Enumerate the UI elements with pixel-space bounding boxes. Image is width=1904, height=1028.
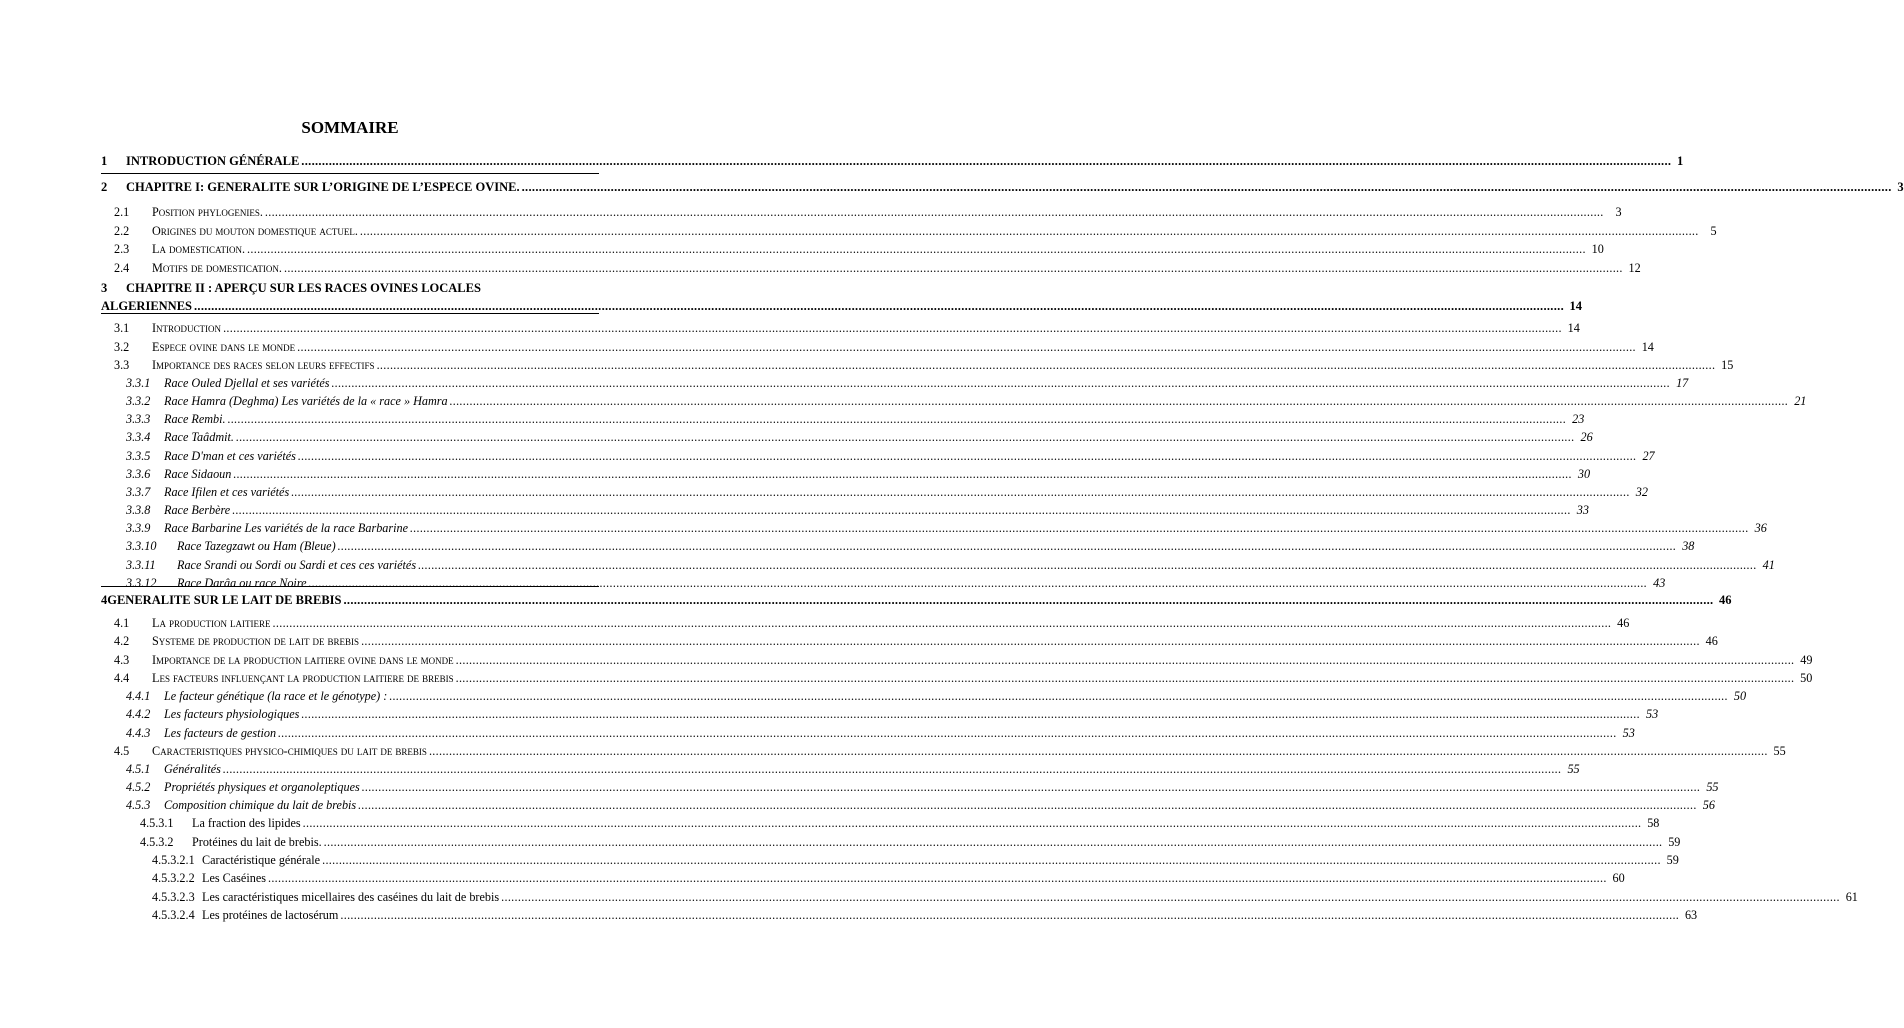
toc-entry-page-number: 30	[1577, 467, 1591, 481]
toc-entry-number: 2.1	[114, 205, 130, 219]
toc-entry-label: Protéines du lait de brebis.	[192, 835, 322, 849]
toc-entry-page-number: 27	[1642, 449, 1655, 463]
toc-entry-label: Race Darâa ou race Noire	[177, 576, 307, 590]
dot-leader: ................................................................................................................................................................................................................................................................................................................................................................................................................	[297, 449, 1637, 463]
toc-entry-label: Race Ouled Djellal et ses variétés	[164, 376, 330, 390]
dot-leader: ................................................................................................................................................................................................................................................................................................................................................................................................................	[340, 908, 1680, 922]
toc-entry[interactable]	[126, 466, 1591, 482]
toc-entry[interactable]	[114, 223, 1717, 239]
toc-entry-label: Composition chimique du lait de brebis	[164, 798, 357, 812]
toc-entry-label: Les facteurs influençant la production laitiere de brebis	[152, 671, 454, 685]
toc-entry[interactable]	[114, 357, 1734, 373]
toc-entry-label: Systeme de production de lait de brebis	[152, 634, 360, 648]
toc-entry-number: 3.2	[114, 340, 130, 354]
dot-leader: ................................................................................................................................................................................................................................................................................................................................................................................................................	[301, 154, 1672, 168]
toc-entry-label: Race Rembi.	[164, 412, 226, 426]
toc-entry-page-number: 14	[1569, 299, 1582, 313]
dot-leader: ................................................................................................................................................................................................................................................................................................................................................................................................................	[449, 394, 1789, 408]
toc-entry-page-number: 38	[1682, 539, 1695, 553]
toc-entry-label: INTRODUCTION GÉNÉRALE	[126, 154, 300, 168]
toc-entry-page-number: 50	[1800, 671, 1813, 685]
toc-entry-label: Propriétés physiques et organoleptiques	[164, 780, 360, 794]
toc-entry-label: Race Barbarine Les variétés de la race Barbarine	[164, 521, 409, 535]
toc-entry-label: Origines du mouton domestique actuel.	[152, 224, 358, 238]
toc-entry-label: CHAPITRE I: GENERALITE SUR L’ORIGINE DE L’ESPECE OVINE.	[126, 180, 520, 194]
toc-entry-number: 3.3.2	[126, 394, 151, 408]
toc-entry-number: 4.5.1	[126, 762, 151, 776]
toc-entry[interactable]	[152, 907, 1698, 923]
toc-entry-number: 2.4	[114, 261, 130, 275]
toc-entry-label: La production laitiere	[152, 616, 271, 630]
dot-leader: ................................................................................................................................................................................................................................................................................................................................................................................................................	[323, 835, 1663, 849]
toc-entry-number: 3.3.5	[126, 449, 151, 463]
toc-entry-page-number: 14	[1641, 340, 1654, 354]
toc-entry[interactable]	[126, 429, 1593, 445]
toc-entry-page-number: 33	[1576, 503, 1589, 517]
toc-entry-number: 4.5.3.2.2	[152, 871, 195, 885]
toc-entry-page-number: 15	[1721, 358, 1734, 372]
toc-entry[interactable]	[126, 375, 1689, 391]
toc-entry[interactable]	[126, 502, 1589, 518]
dot-leader: ................................................................................................................................................................................................................................................................................................................................................................................................................	[361, 634, 1700, 648]
dot-leader: ................................................................................................................................................................................................................................................................................................................................................................................................................	[455, 653, 1795, 667]
toc-entry-number: 3.3.12	[126, 576, 157, 590]
toc-entry-number: 3.3.1	[126, 376, 151, 390]
toc-entry-page-number: 55	[1773, 744, 1786, 758]
toc-entry[interactable]	[126, 538, 1695, 554]
toc-entry-page-number: 32	[1635, 485, 1648, 499]
toc-entry[interactable]	[101, 179, 1904, 195]
toc-entry-number: 4.5.2	[126, 780, 151, 794]
dot-leader: ................................................................................................................................................................................................................................................................................................................................................................................................................	[283, 261, 1623, 275]
toc-entry-number: 4.5	[114, 744, 130, 758]
dot-leader: ................................................................................................................................................................................................................................................................................................................................................................................................................	[389, 689, 1729, 703]
toc-entry-number: 4.3	[114, 653, 130, 667]
toc-entry-page-number: 63	[1684, 908, 1698, 922]
dot-leader: ................................................................................................................................................................................................................................................................................................................................................................................................................	[194, 299, 1564, 313]
toc-entry-number: 4.4.2	[126, 707, 151, 721]
toc-entry[interactable]	[126, 484, 1648, 500]
toc-entry[interactable]	[126, 520, 1767, 536]
dot-leader: ................................................................................................................................................................................................................................................................................................................................................................................................................	[278, 726, 1617, 740]
toc-entry-page-number: 59	[1666, 853, 1679, 867]
dot-leader: ................................................................................................................................................................................................................................................................................................................................................................................................................	[428, 744, 1768, 758]
toc-entry-page-number: 46	[1718, 593, 1732, 607]
toc-entry-number: 3.3.7	[126, 485, 151, 499]
toc-entry-page-number: 3	[1897, 180, 1904, 194]
dot-leader: ................................................................................................................................................................................................................................................................................................................................................................................................................	[235, 430, 1575, 444]
dot-leader: ................................................................................................................................................................................................................................................................................................................................................................................................................	[302, 816, 1642, 830]
toc-entry-label: Généralités	[164, 762, 221, 776]
toc-entry-label: Les facteurs physiologiques	[164, 707, 300, 721]
toc-entry-label: Caracteristiques physico-chimiques du lait de brebis	[152, 744, 427, 758]
toc-entry[interactable]	[152, 870, 1625, 886]
toc-entry-label: Introduction	[152, 321, 222, 335]
dot-leader: ................................................................................................................................................................................................................................................................................................................................................................................................................	[297, 340, 1636, 354]
toc-entry-page-number: 5	[1710, 224, 1717, 238]
dot-leader: ................................................................................................................................................................................................................................................................................................................................................................................................................	[455, 671, 1795, 685]
toc-entry[interactable]	[126, 797, 1715, 813]
toc-entry-label: ALGERIENNES	[101, 299, 192, 313]
dot-leader: ................................................................................................................................................................................................................................................................................................................................................................................................................	[264, 205, 1604, 219]
dot-leader: ................................................................................................................................................................................................................................................................................................................................................................................................................	[247, 242, 1586, 256]
toc-entry-label: Caractéristique générale	[202, 853, 321, 867]
toc-entry[interactable]	[126, 761, 1580, 777]
toc-entry-label: Race Berbère	[164, 503, 231, 517]
toc-entry-number: 4.5.3.2	[140, 835, 174, 849]
toc-entry-label: Le facteur génétique (la race et le génotype) :	[164, 689, 388, 703]
toc-entry-number: 3	[101, 281, 108, 295]
toc-entry-label: Race Ifilen et ces variétés	[164, 485, 290, 499]
toc-entry[interactable]	[101, 153, 1684, 169]
toc-entry-label: La fraction des lipides	[192, 816, 301, 830]
toc-entry-page-number: 55	[1706, 780, 1719, 794]
toc-entry-page-number: 41	[1762, 558, 1775, 572]
toc-entry-page-number: 17	[1676, 376, 1689, 390]
toc-entry-number: 3.3.11	[126, 558, 156, 572]
dot-leader: ................................................................................................................................................................................................................................................................................................................................................................................................................	[308, 576, 1648, 590]
toc-entry-number: 4.5.3	[126, 798, 151, 812]
dot-leader: ................................................................................................................................................................................................................................................................................................................................................................................................................	[361, 780, 1701, 794]
toc-entry[interactable]	[114, 204, 1622, 220]
toc-entry[interactable]	[126, 393, 1807, 409]
toc-entry-page-number: 55	[1567, 762, 1580, 776]
toc-entry-page-number: 46	[1705, 634, 1718, 648]
toc-entry-number: 4.1	[114, 616, 130, 630]
toc-entry-number: 4.5.3.2.3	[152, 890, 195, 904]
dot-leader: ................................................................................................................................................................................................................................................................................................................................................................................................................	[418, 558, 1757, 572]
toc-entry-number: 3.3.4	[126, 430, 151, 444]
dot-leader: ................................................................................................................................................................................................................................................................................................................................................................................................................	[233, 467, 1573, 481]
toc-entry-number: 4.4	[114, 671, 130, 685]
section-divider	[101, 173, 599, 174]
toc-entry-label: Importance des races selon leurs effectifs	[152, 358, 375, 372]
toc-entry-page-number: 53	[1622, 726, 1635, 740]
toc-entry-number: 4.4.1	[126, 689, 151, 703]
toc-entry[interactable]	[114, 615, 1630, 631]
toc-entry-page-number: 46	[1617, 616, 1630, 630]
dot-leader: ................................................................................................................................................................................................................................................................................................................................................................................................................	[331, 376, 1671, 390]
toc-entry-page-number: 3	[1615, 205, 1622, 219]
toc-entry[interactable]	[114, 260, 1641, 276]
dot-leader: ................................................................................................................................................................................................................................................................................................................................................................................................................	[272, 616, 1612, 630]
toc-entry[interactable]	[114, 241, 1604, 257]
toc-entry-label: Race Taâdmit.	[164, 430, 234, 444]
toc-entry[interactable]	[101, 298, 1582, 314]
toc-entry[interactable]	[126, 706, 1659, 722]
toc-entry-page-number: 14	[1567, 321, 1580, 335]
dot-leader: ................................................................................................................................................................................................................................................................................................................................................................................................................	[223, 321, 1562, 335]
toc-entry-label: Les caractéristiques micellaires des caséines du lait de brebis	[202, 890, 500, 904]
toc-entry-label: CHAPITRE II : APERÇU SUR LES RACES OVINES LOCALES	[126, 281, 481, 295]
toc-entry-label: Race Hamra (Deghma) Les variétés de la « race » Hamra	[164, 394, 448, 408]
toc-entry-page-number: 56	[1702, 798, 1715, 812]
toc-entry-page-number: 58	[1647, 816, 1660, 830]
toc-entry-label: Espece ovine dans le monde	[152, 340, 296, 354]
toc-entry[interactable]	[114, 339, 1654, 355]
toc-entry-number: 4.2	[114, 634, 130, 648]
toc-entry[interactable]	[152, 852, 1679, 868]
toc-entry-page-number: 1	[1677, 154, 1684, 168]
dot-leader: ................................................................................................................................................................................................................................................................................................................................................................................................................	[343, 593, 1714, 607]
toc-entry-page-number: 10	[1591, 242, 1604, 256]
toc-entry-page-number: 59	[1668, 835, 1681, 849]
dot-leader: ................................................................................................................................................................................................................................................................................................................................................................................................................	[322, 853, 1661, 867]
dot-leader: ................................................................................................................................................................................................................................................................................................................................................................................................................	[358, 798, 1697, 812]
dot-leader: ................................................................................................................................................................................................................................................................................................................................................................................................................	[359, 224, 1699, 238]
toc-entry-page-number: 12	[1628, 261, 1641, 275]
toc-entry-number: 3.3.10	[126, 539, 157, 553]
dot-leader: ................................................................................................................................................................................................................................................................................................................................................................................................................	[501, 890, 1840, 904]
toc-entry-label: Motifs de domestication.	[152, 261, 282, 275]
toc-entry-number: 3.3.8	[126, 503, 151, 517]
dot-leader: ................................................................................................................................................................................................................................................................................................................................................................................................................	[301, 707, 1641, 721]
dot-leader: ................................................................................................................................................................................................................................................................................................................................................................................................................	[267, 871, 1607, 885]
toc-entry-page-number: 43	[1653, 576, 1666, 590]
toc-entry-page-number: 21	[1794, 394, 1807, 408]
toc-entry[interactable]	[126, 688, 1747, 704]
toc-entry-number: 3.3.9	[126, 521, 151, 535]
toc-entry-page-number: 61	[1845, 890, 1858, 904]
toc-entry[interactable]	[152, 889, 1858, 905]
toc-entry[interactable]	[126, 779, 1719, 795]
dot-leader: ................................................................................................................................................................................................................................................................................................................................................................................................................	[521, 180, 1892, 194]
dot-leader: ................................................................................................................................................................................................................................................................................................................................................................................................................	[410, 521, 1749, 535]
toc-entry-label: Position phylogenies.	[152, 205, 263, 219]
toc-entry-label: Race D'man et ces variétés	[164, 449, 296, 463]
toc-entry-label: Les Caséines	[202, 871, 266, 885]
toc-entry-page-number: 36	[1754, 521, 1767, 535]
toc-entry-label: Race Tazegzawt ou Ham (Bleue)	[177, 539, 336, 553]
toc-entry-number: 4.5.3.1	[140, 816, 174, 830]
dot-leader: ................................................................................................................................................................................................................................................................................................................................................................................................................	[232, 503, 1571, 517]
toc-entry-number: 3.1	[114, 321, 130, 335]
toc-entry-page-number: 26	[1580, 430, 1593, 444]
toc-entry-number: 3.3	[114, 358, 130, 372]
toc-entry-number: 2.2	[114, 224, 130, 238]
toc-entry-label: Les facteurs de gestion	[164, 726, 277, 740]
toc-entry-number: 2.3	[114, 242, 130, 256]
dot-leader: ................................................................................................................................................................................................................................................................................................................................................................................................................	[291, 485, 1630, 499]
toc-entry-number: 1	[101, 154, 108, 168]
toc-entry[interactable]	[101, 592, 1732, 608]
toc-entry[interactable]	[140, 815, 1660, 831]
dot-leader: ................................................................................................................................................................................................................................................................................................................................................................................................................	[376, 358, 1716, 372]
page-title: SOMMAIRE	[301, 118, 399, 137]
toc-entry[interactable]	[126, 448, 1655, 464]
toc-entry-label: GENERALITE SUR LE LAIT DE BREBIS	[107, 593, 342, 607]
toc-entry[interactable]	[114, 320, 1580, 336]
toc-entry-number: 2	[101, 180, 108, 194]
toc-entry-label: Race Srandi ou Sordi ou Sardi et ces ces variétés	[177, 558, 417, 572]
toc-entry[interactable]	[126, 725, 1635, 741]
dot-leader: ................................................................................................................................................................................................................................................................................................................................................................................................................	[337, 539, 1677, 553]
toc-entry-page-number: 60	[1612, 871, 1625, 885]
toc-entry-page-number: 23	[1572, 412, 1585, 426]
toc-entry-label: Race Sidaoun	[164, 467, 232, 481]
toc-entry-number: 4.5.3.2.4	[152, 908, 195, 922]
toc-entry-number: 3.3.6	[126, 467, 151, 481]
toc-entry-number: 3.3.3	[126, 412, 151, 426]
toc-entry[interactable]	[114, 743, 1786, 759]
toc-entry[interactable]	[101, 280, 599, 296]
dot-leader: ................................................................................................................................................................................................................................................................................................................................................................................................................	[222, 762, 1562, 776]
toc-entry[interactable]	[114, 652, 1813, 668]
dot-leader: ................................................................................................................................................................................................................................................................................................................................................................................................................	[227, 412, 1567, 426]
toc-entry[interactable]	[114, 670, 1813, 686]
toc-entry-label: Importance de la production laitiere ovine dans le monde	[152, 653, 454, 667]
toc-entry-label: La domestication.	[152, 242, 246, 256]
toc-entry[interactable]	[126, 411, 1585, 427]
toc-entry[interactable]	[126, 557, 1775, 573]
toc-entry-page-number: 50	[1733, 689, 1747, 703]
toc-entry-page-number: 49	[1800, 653, 1813, 667]
toc-entry-page-number: 53	[1645, 707, 1659, 721]
toc-entry-number: 4.5.3.2.1	[152, 853, 195, 867]
toc-entry[interactable]	[140, 834, 1681, 850]
toc-entry[interactable]	[114, 633, 1718, 649]
toc-entry-number: 4.4.3	[126, 726, 151, 740]
toc-entry-number: 4	[101, 593, 108, 607]
toc-entry-label: Les protéines de lactosérum	[202, 908, 339, 922]
toc-entry[interactable]	[126, 575, 1666, 591]
